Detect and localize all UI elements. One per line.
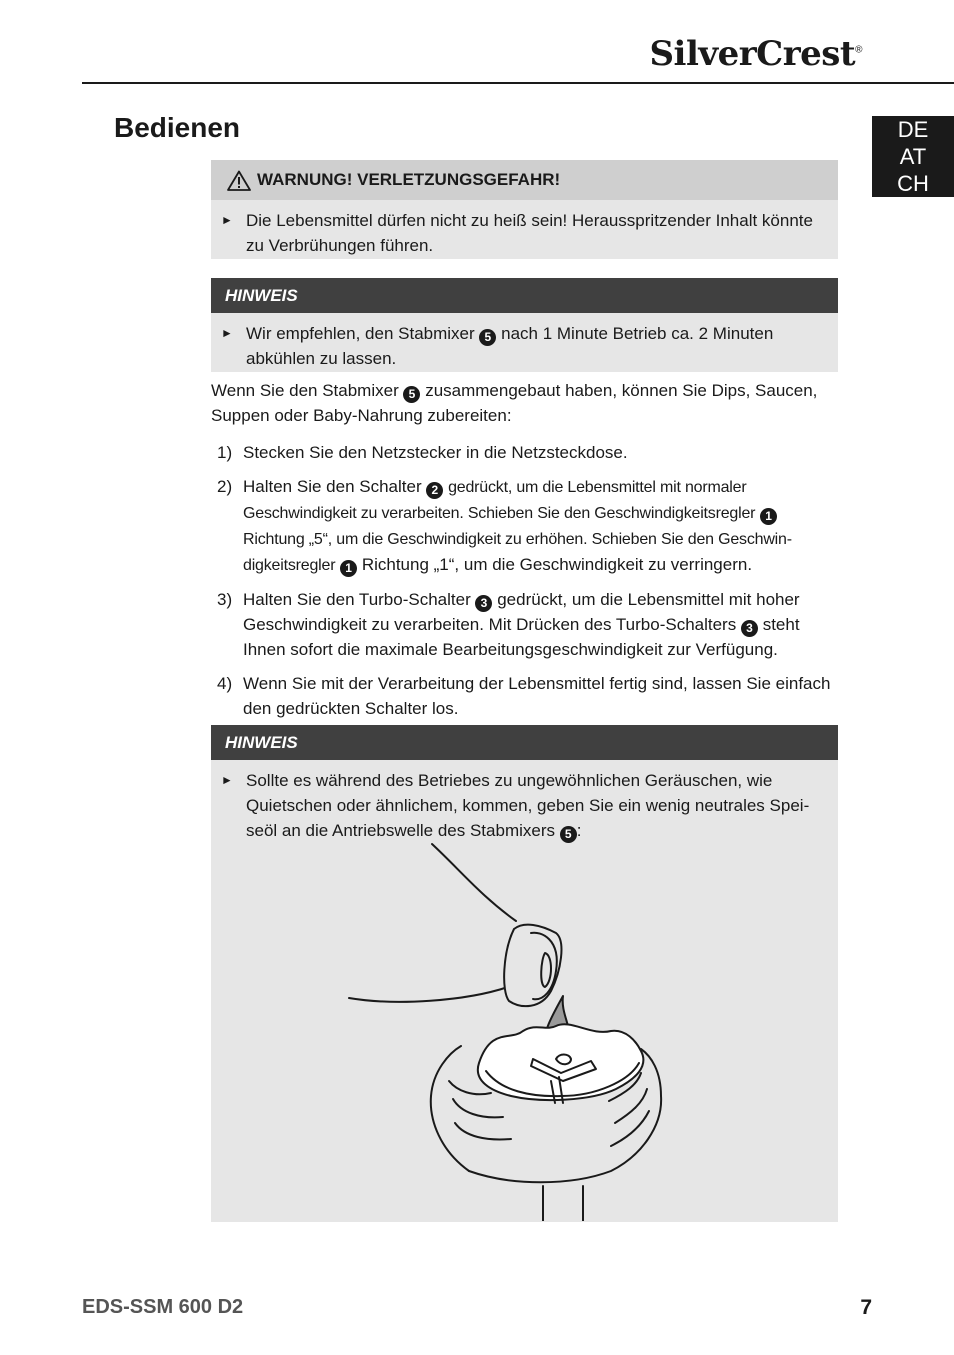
warning-header (211, 160, 838, 200)
step-2 (211, 474, 841, 578)
step-text: gedrückt, um die Lebensmittel mit normaler Geschwindigkeit zu verarbeiten. Schieben Sie den Geschwindigkeitsregler (243, 479, 756, 522)
step-text: steht Ihnen sofort die maximale Bearbeitungsgeschwindigkeit zur Verfügung. (243, 615, 800, 659)
language-tab (872, 116, 954, 197)
ref-number-badge: 1 (760, 508, 777, 525)
hint1-text-b: nach 1 Minute Betrieb ca. 2 Minuten abkühlen zu lassen. (246, 324, 774, 368)
warning-item (211, 200, 838, 264)
bullet-arrow-icon: ► (221, 213, 233, 227)
intro-text-a: Wenn Sie den Stabmixer (211, 381, 399, 400)
header-rule (82, 82, 954, 84)
hint-header-2 (211, 725, 838, 760)
hint-box-1 (211, 278, 838, 372)
ref-number-badge: 3 (475, 595, 492, 612)
hint2-text-b: : (576, 821, 582, 840)
step-number: 2) (217, 477, 233, 496)
hint2-text-a: Sollte es während des Betriebes zu ungewöhnlichen Geräuschen, wie Quietschen oder ähnlichem, kommen, geben Sie ein wenig neutrales Speiseöl an die Antriebswelle des Stabmixers (246, 771, 810, 840)
intro-paragraph (211, 378, 841, 428)
bullet-arrow-icon: ► (221, 773, 233, 787)
bullet-arrow-icon: ► (221, 326, 233, 340)
ref-number-badge: 3 (741, 620, 758, 637)
lang-at: AT (899, 144, 927, 169)
hint-title-1: HINWEIS (225, 285, 298, 305)
step-text: Halten Sie den Turbo-Schalter (243, 590, 471, 609)
step-number: 3) (217, 590, 233, 609)
ref-number-badge: 5 (560, 826, 577, 843)
footer-model: EDS-SSM 600 D2 (82, 1296, 244, 1318)
hint-item-2 (211, 760, 838, 849)
ref-number-badge: 5 (403, 386, 420, 403)
intro-text-b: zusammengebaut haben, können Sie Dips, Saucen, Suppen oder Baby-Nahrung zubereiten: (211, 381, 818, 425)
step-text: Stecken Sie den Netzstecker in die Netzsteckdose. (243, 443, 628, 462)
brand-logo: SilverCrest® (649, 34, 862, 74)
warning-text: Die Lebensmittel dürfen nicht zu heiß sein! Herausspritzender Inhalt könnte zu Verbrühungen führen. (246, 211, 813, 255)
ref-number-badge: 2 (426, 482, 443, 499)
hint-header-1 (211, 278, 838, 313)
step-text: Richtung „5“, um die Geschwindigkeit zu erhöhen. Schieben Sie den Geschwindigkeitsregler (243, 531, 793, 574)
page-number: 7 (860, 1296, 872, 1319)
steps-list (211, 440, 841, 730)
ref-number-badge: 5 (479, 329, 496, 346)
hint1-text-a: Wir empfehlen, den Stabmixer (246, 324, 475, 343)
step-4 (211, 671, 841, 721)
step-3 (211, 587, 841, 662)
hint-item-1 (211, 313, 838, 377)
step-text: Wenn Sie mit der Verarbeitung der Lebensmittel fertig sind, lassen Sie einfach den gedrückten Schalter los. (243, 674, 831, 718)
oil-illustration (211, 841, 838, 1221)
step-1 (211, 440, 841, 465)
ref-number-badge: 1 (340, 560, 357, 577)
step-text: Halten Sie den Schalter (243, 477, 422, 496)
hint-box-2 (211, 725, 838, 1222)
hint-title-2: HINWEIS (225, 732, 298, 752)
page-title: Bedienen (114, 112, 241, 143)
step-text: Richtung „1“, um die Geschwindigkeit zu verringern. (361, 555, 753, 574)
step-number: 4) (217, 674, 233, 693)
warning-title: WARNUNG! VERLETZUNGSGEFAHR! (257, 170, 561, 189)
warning-box (211, 160, 838, 259)
lang-de: DE (897, 117, 929, 142)
warning-triangle-icon (227, 170, 251, 191)
step-number: 1) (217, 443, 233, 462)
lang-ch: CH (897, 171, 929, 196)
step-text: gedrückt, um die Lebensmittel mit hoher Geschwindigkeit zu verarbeiten. Mit Drücken des Turbo-Schalters (243, 590, 800, 634)
